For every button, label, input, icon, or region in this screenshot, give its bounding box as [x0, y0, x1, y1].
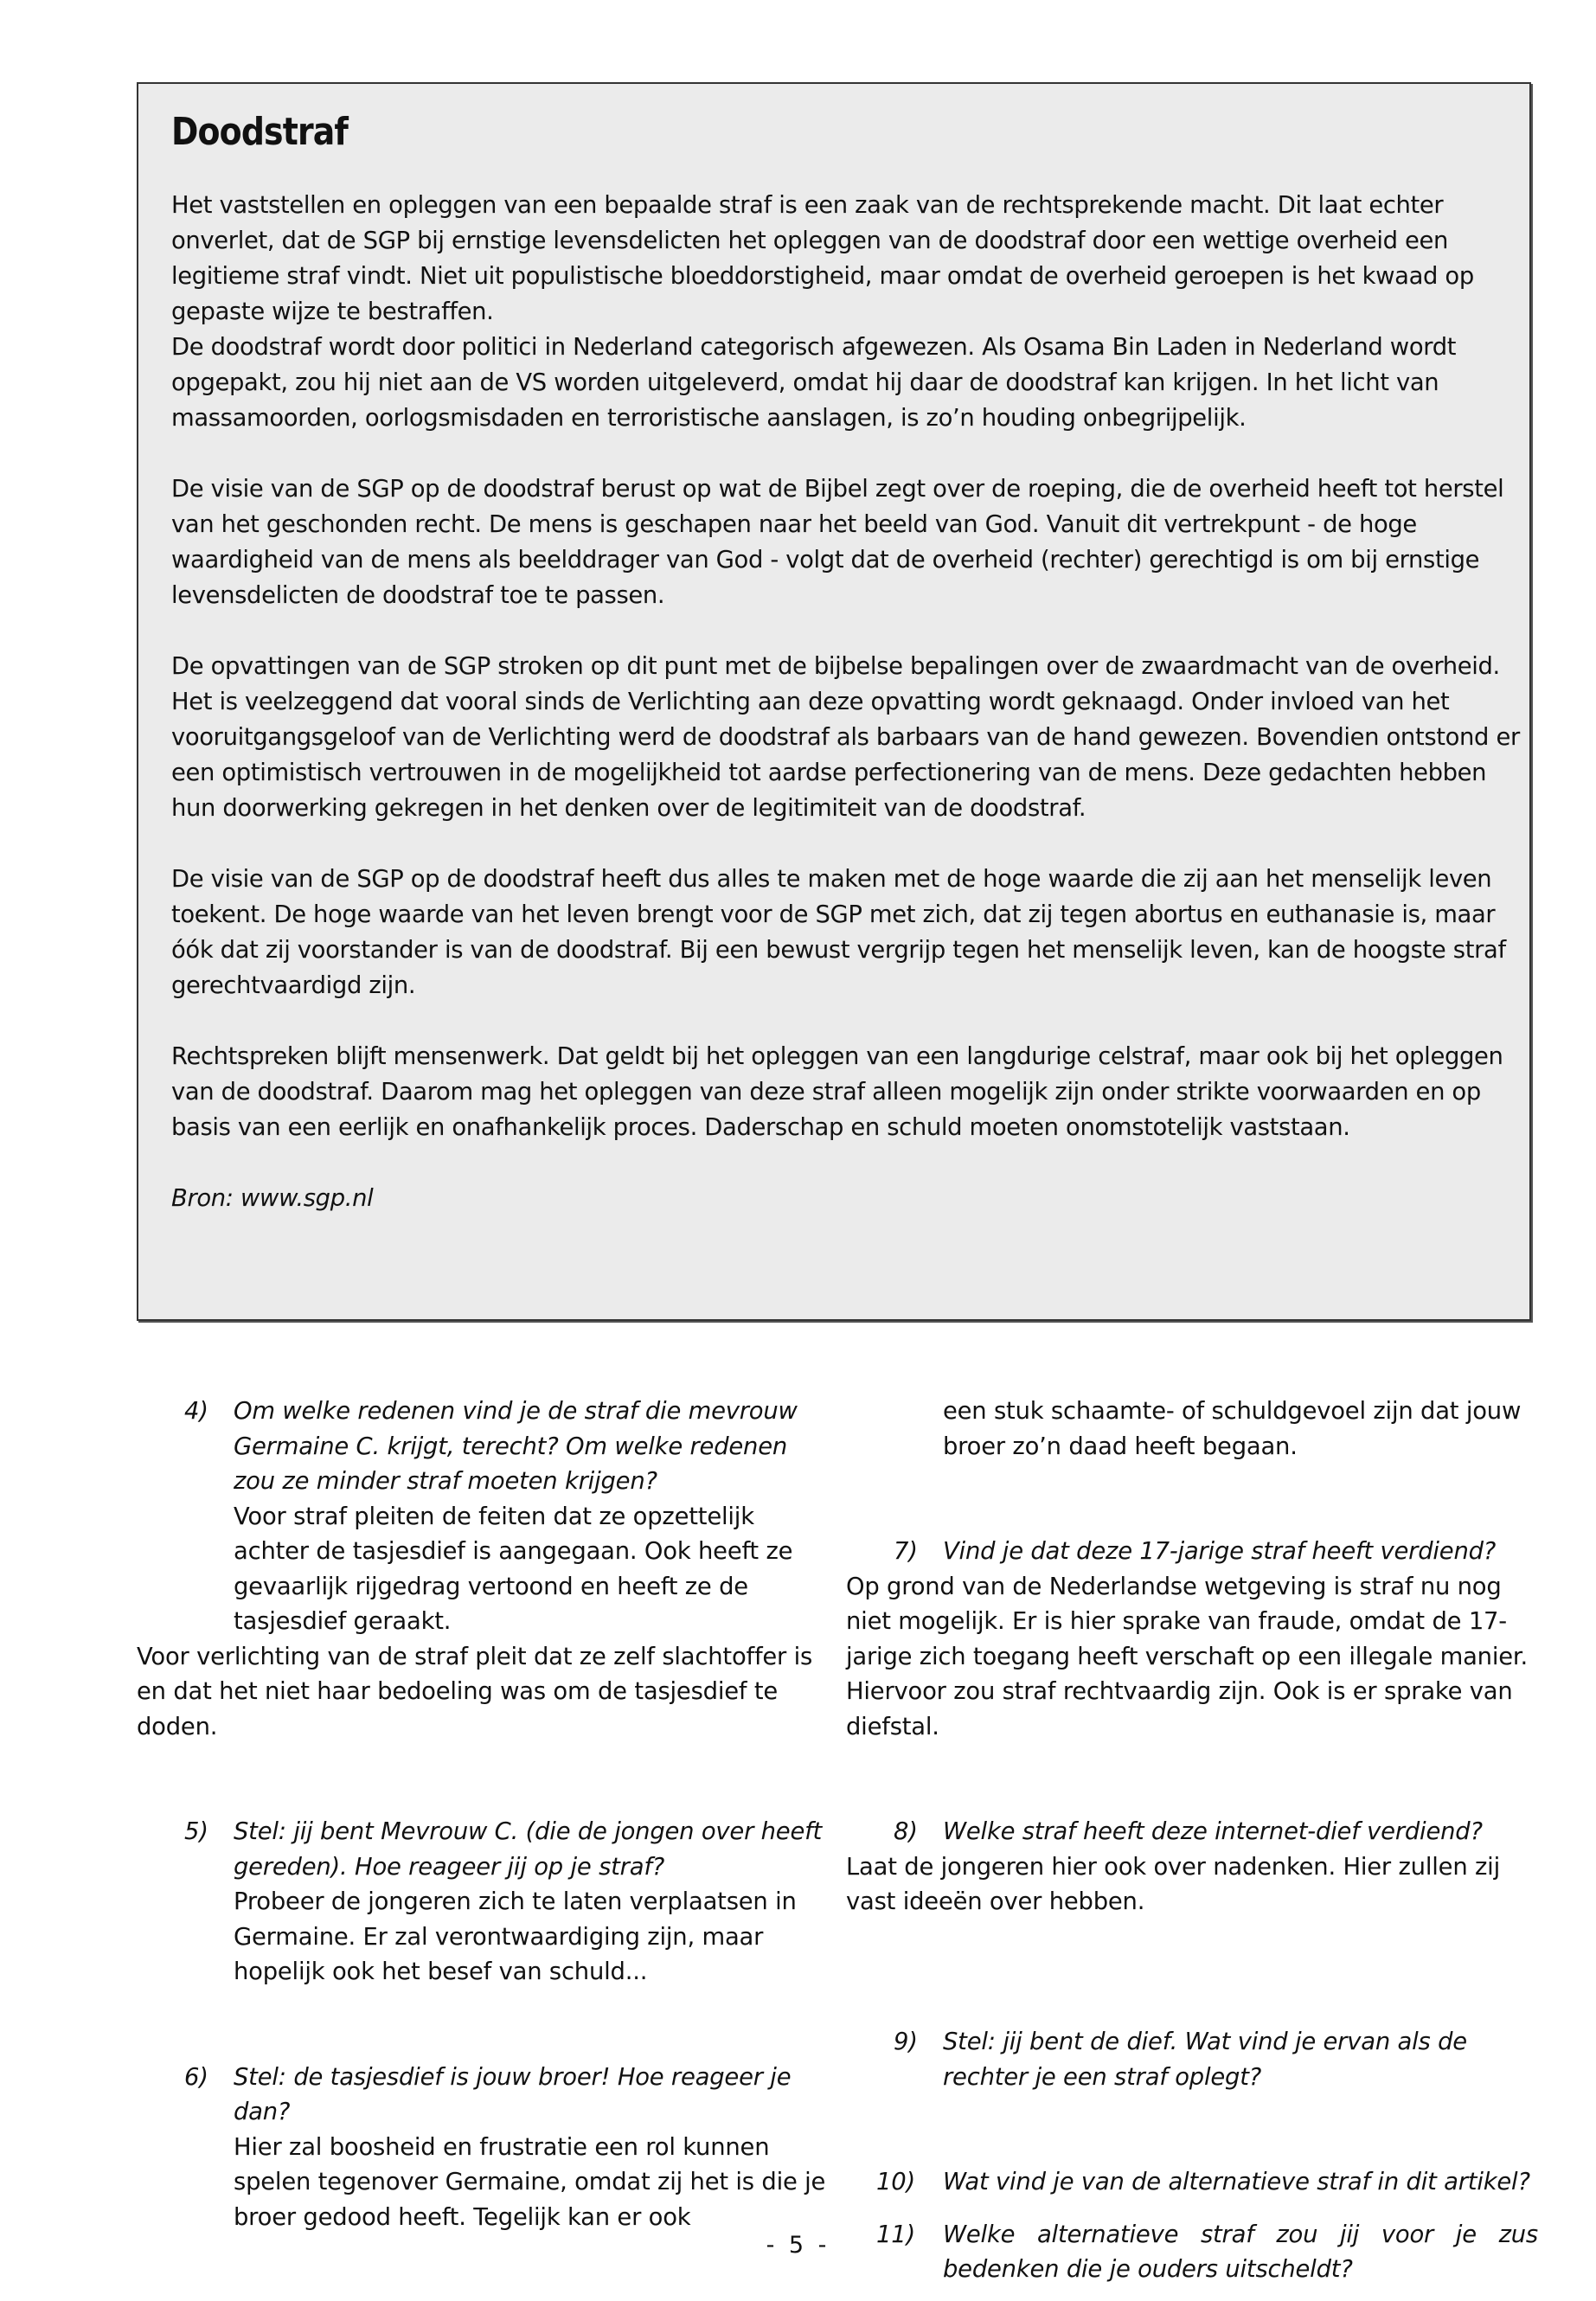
box-body — [171, 188, 1521, 1252]
answer-text-continued: een stuk schaamte- of schuldgevoel zijn dat jouw broer zo’n daad heeft begaan. — [943, 1398, 1522, 1460]
answer-text: Voor straf pleiten de feiten dat ze opzettelijk achter de tasjesdief is aangegaan. Ook heeft ze gevaarlijk rijgedrag vertoond en heeft ze de tasjesdief geraakt. — [234, 1503, 793, 1635]
box-paragraph: De doodstraf wordt door politici in Nederland categorisch afgewezen. Als Osama Bin Laden in Nederland wordt opgepakt, zou hij niet aan de VS worden uitgeleverd, omdat hij daar de doodstraf kan krijgen. In het licht van massamoorden, oorlogsmisdaden en terroristische aanslagen, is zo’n houding onbegrijpelijk. — [171, 334, 1457, 432]
question-7 — [846, 1535, 1538, 1570]
page-number: - 5 - — [766, 2232, 830, 2259]
question-number: 8) — [894, 1818, 918, 1845]
box-paragraph: Het vaststellen en opleggen van een bepaalde straf is een zaak van de rechtsprekende macht. Dit laat echter onverlet, dat de SGP bij ernstige levensdelicten het opleggen van de doodstraf door een wettige overheid een legitieme straf vindt. Niet uit populistische bloeddorstigheid, maar omdat de overheid geroepen is het kwaad op gepaste wijze te bestraffen. — [171, 192, 1474, 325]
question-text: Stel: de tasjesdief is jouw broer! Hoe reageer je dan? — [234, 2063, 792, 2125]
box-paragraph: Rechtspreken blijft mensenwerk. Dat geldt bij het opleggen van een langdurige celstraf, maar ook bij het opleggen van de doodstraf. Daarom mag het opleggen van deze straf alleen mogelijk zijn onder strikte voorwaarden en op basis van een eerlijk en onafhankelijk proces. Daderschap en schuld moeten onomstotelijk vaststaan. — [171, 1043, 1503, 1141]
question-6 — [137, 2061, 829, 2236]
box-paragraph: De visie van de SGP op de doodstraf berust op wat de Bijbel zegt over de roeping, die de overheid heeft tot herstel van het geschonden recht. De mens is geschapen naar het beeld van God. Vanuit dit vertrekpunt - de hoge waardigheid van de mens als beelddrager van God - volgt dat de overheid (rechter) gerechtigd is om bij ernstige levensdelicten de doodstraf toe te passen. — [171, 476, 1504, 609]
question-number: 11) — [876, 2221, 915, 2248]
box-paragraph: De opvattingen van de SGP stroken op dit punt met de bijbelse bepalingen over de zwaardmacht van de overheid. Het is veelzeggend dat vooral sinds de Verlichting aan deze opvatting wordt geknaagd. Onder invloed van het vooruitgangsgeloof van de Verlichting werd de doodstraf als barbaars van de hand gewezen. Bovendien ontstond er een optimistisch vertrouwen in de mogelijkheid tot aardse perfectionering van de mens. Deze gedachten hebben hun doorwerking gekregen in het denken over de legitimiteit van de doodstraf. — [171, 653, 1520, 822]
box-paragraph: De visie van de SGP op de doodstraf heeft dus alles te maken met de hoge waarde die zij aan het menselijk leven toekent. De hoge waarde van het leven brengt voor de SGP met zich, dat zij tegen abortus en euthanasie is, maar óók dat zij voorstander is van de doodstraf. Bij een bewust vergrijp tegen het menselijk leven, kan de hoogste straf gerechtvaardigd zijn. — [171, 866, 1506, 999]
question-number: 6) — [184, 2063, 208, 2091]
question-text: Welke alternatieve straf zou jij voor je zus bedenken die je ouders uitscheldt? — [943, 2221, 1538, 2283]
question-text: Stel: jij bent de dief. Wat vind je ervan als de rechter je een straf oplegt? — [943, 2029, 1467, 2091]
question-number: 7) — [894, 1538, 918, 1565]
question-5 — [137, 1815, 829, 1990]
answer-text: Op grond van de Nederlandse wetgeving is straf nu nog niet mogelijk. Er is hier sprake van fraude, omdat de 17-jarige zich toegang heeft verschaft op een illegale manier. Hiervoor zou straf rechtvaardig zijn. Ook is er sprake van diefstal. — [846, 1573, 1528, 1740]
answer-text: Hier zal boosheid en frustratie een rol kunnen spelen tegenover Germaine, omdat zij het is die je broer gedood heeft. Tegelijk kan er ook — [234, 2133, 826, 2231]
question-text: Vind je dat deze 17-jarige straf heeft verdiend? — [943, 1538, 1497, 1565]
question-8 — [846, 1815, 1538, 1850]
doodstraf-info-box — [137, 82, 1531, 1321]
question-number: 5) — [184, 1818, 208, 1845]
answer-text: Voor verlichting van de straf pleit dat ze zelf slachtoffer is en dat het niet haar bedoeling was om de tasjesdief te doden. — [137, 1643, 813, 1740]
question-number: 9) — [894, 2029, 918, 2055]
question-text: Welke straf heeft deze internet-dief verdiend? — [943, 1818, 1483, 1845]
question-number: 10) — [876, 2169, 915, 2195]
question-text: Stel: jij bent Mevrouw C. (die de jongen over heeft gereden). Hoe reageer jij op je straf? — [234, 1818, 823, 1881]
question-9 — [846, 2025, 1538, 2095]
answer-text: Laat de jongeren hier ook over nadenken. Hier zullen zij vast ideeën over hebben. — [846, 1853, 1500, 1915]
question-10 — [846, 2165, 1538, 2201]
right-column — [846, 1394, 1538, 2288]
left-column — [137, 1394, 829, 2235]
question-number: 4) — [184, 1398, 208, 1425]
question-text: Om welke redenen vind je de straf die mevrouw Germaine C. krijgt, terecht? Om welke redenen zou ze minder straf moeten krijgen? — [234, 1398, 798, 1495]
question-text: Wat vind je van de alternatieve straf in dit artikel? — [943, 2169, 1530, 2195]
answer-text: Probeer de jongeren zich te laten verplaatsen in Germaine. Er zal verontwaardiging zijn, maar hopelijk ook het besef van schuld... — [234, 1888, 797, 1985]
box-title: Doodstraf — [171, 110, 349, 154]
question-4 — [137, 1394, 829, 1640]
box-source: Bron: www.sgp.nl — [171, 1185, 374, 1212]
